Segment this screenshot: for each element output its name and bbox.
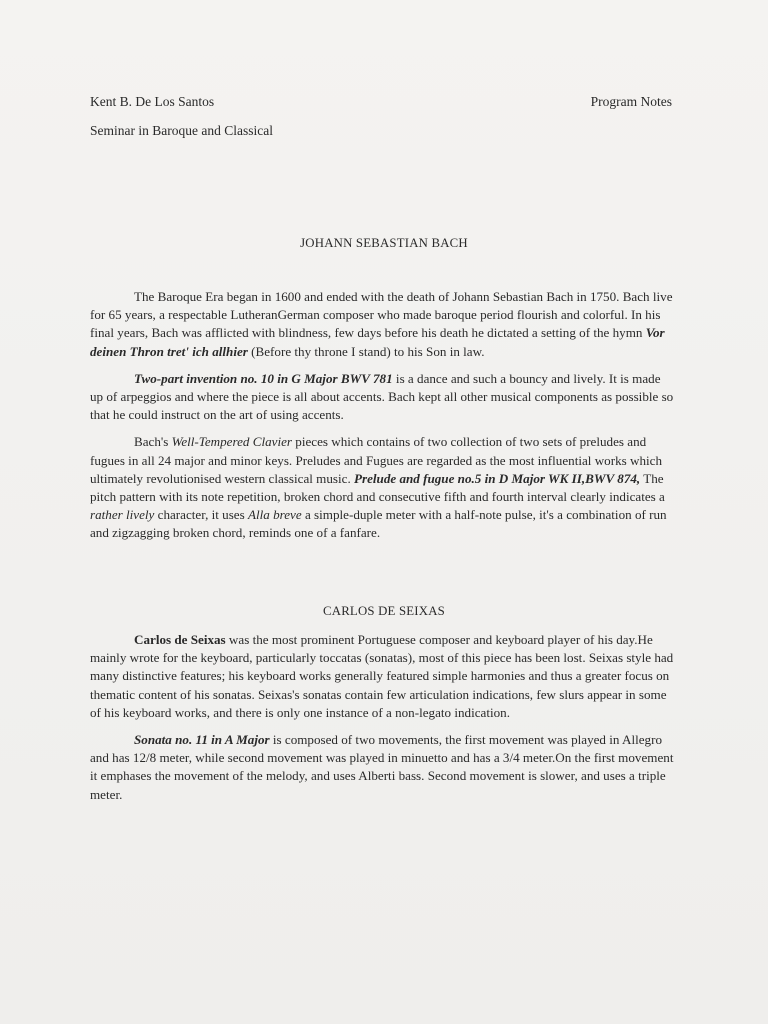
seixas-section [90, 631, 676, 813]
prelude-title: Prelude and fugue no.5 in D Major WK II,BWV 874, [354, 470, 641, 486]
invention-title: Two-part invention no. 10 in G Major BWV 781 [134, 370, 393, 386]
header-left [90, 93, 273, 151]
bach-section [90, 288, 676, 552]
seixas-paragraph-1: Carlos de Seixas was the most prominent Portuguese composer and keyboard player of his day.He mainly wrote for the keyboard, particularly toccatas (sonatas), most of this piece has been lost. Seixas style had many distinctive features; his keyboard works generally featured simple harmonies and thus a greater focus on thematic content of his sonatas. Seixas's sonatas contain few articulation indications, few slurs appear in some of his keyboard works, and there is only one instance of a non-legato indication. [90, 632, 674, 720]
seixas-paragraph-2: Sonata no. 11 in A Major is composed of two movements, the first movement was played in Allegro and has 12/8 meter, while second movement was played in minuetto and has a 3/4 meter.On the first movement it emphases the movement of the melody, and uses Alberti bass. Second movement is slower, and uses a triple meter. [90, 732, 674, 802]
hymn-title: Vor deinen Thron tret' ich allhier [90, 325, 665, 359]
course-name: Seminar in Baroque and Classical [90, 123, 273, 138]
author-name: Kent B. De Los Santos [90, 94, 215, 109]
bach-paragraph-2: Two-part invention no. 10 in G Major BWV 781 is a dance and such a bouncy and lively. It is made up of arpeggios and where the piece is all about accents. Bach kept all other musical components as possible so that he could instruct on the art of using accents. [90, 370, 674, 423]
sonata-title: Sonata no. 11 in A Major [134, 732, 270, 748]
seixas-heading: CARLOS DE SEIXAS [323, 604, 445, 618]
bach-paragraph-3: Bach's Well-Tempered Clavier pieces which contains of two collection of two sets of preludes and fugues in all 24 major and minor keys. Preludes and Fugues are regarded as the most influential works which ultimately revolutionised western classical music. Prelude and fugue no.5 in D Major WK II,BWV 874, The pitch pattern with its note repetition, broken chord and consecutive fifth and fourth interval clearly indicates a rather lively character, it uses Alla breve a simple-duple meter with a half-note pulse, it's a combination of run and zigzagging broken chord, reminds one of a fanfare. [90, 434, 667, 541]
document-type: Program Notes [590, 94, 672, 109]
clavier-title: Well-Tempered Clavier [171, 434, 293, 450]
bach-paragraph-1: The Baroque Era began in 1600 and ended with the death of Johann Sebastian Bach in 1750. Bach live for 65 years, a respectable LutheranGerman composer who made baroque period flourish and colorful. In his final years, Bach was afflicted with blindness, few days before his death he dictated a setting of the hymn Vor deinen Thron tret' ich allhier (Before thy throne I stand) to his Son in law. [90, 289, 673, 359]
bach-heading: JOHANN SEBASTIAN BACH [300, 236, 468, 250]
composer-name: Carlos de Seixas [134, 632, 226, 647]
